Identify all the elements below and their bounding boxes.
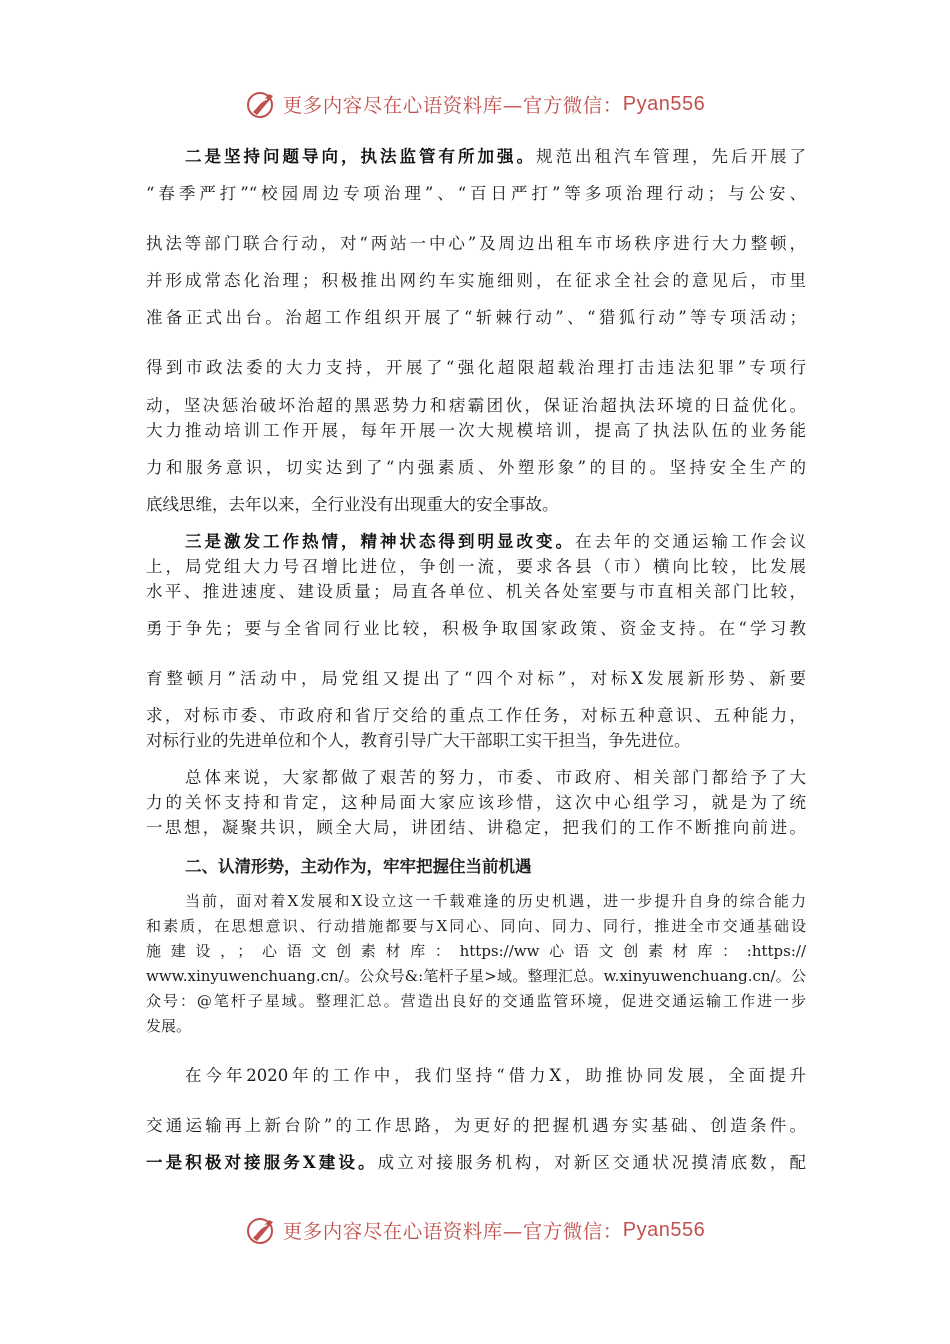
- para1-bold-lead: 二是坚持问题导向，执法监管有所加强。: [185, 147, 536, 166]
- banner-text: 更多内容尽在心语资料库—官方微信：: [282, 1220, 623, 1243]
- footer-banner: [0, 1212, 950, 1248]
- para4-line2: 和素质，在思想意识、行动措施都要与X同心、同向、同力、同行，推进全市交通基础设: [146, 917, 806, 935]
- para1-line3: 执法等部门联合行动，对“两站一中心”及周边出租车市场秩序进行大力整顿，: [146, 234, 806, 253]
- para3-line1: 总体来说，大家都做了艰苦的努力，市委、市政府、相关部门都给予了大: [185, 768, 806, 787]
- para3-line2: 力的关怀支持和肯定，这种局面大家应该珍惜，这次中心组学习，就是为了统: [146, 793, 806, 812]
- section-heading: 二、认清形势，主动作为，牢牢把握住当前机遇: [185, 857, 532, 876]
- para2-line7: 对标行业的先进单位和个人，教育引导广大干部职工实干担当，争先进位。: [146, 731, 691, 750]
- para3-line3: 一思想，凝聚共识，顾全大局，讲团结、讲稳定，把我们的工作不断推向前进。: [146, 818, 806, 837]
- para1-line1: 二是坚持问题导向，执法监管有所加强。规范出租汽车管理，先后开展了: [185, 147, 806, 166]
- para2-bold-lead: 三是激发工作热情，精神状态得到明显改变。: [185, 532, 575, 551]
- para1-line9: 力和服务意识，切实达到了“内强素质、外塑形象”的目的。坚持安全生产的: [146, 458, 806, 477]
- para1-line10: 底线思维，去年以来，全行业没有出现重大的安全事故。: [146, 495, 559, 514]
- para2-line5: 育整顿月”活动中，局党组又提出了“四个对标”，对标X发展新形势、新要: [146, 669, 806, 688]
- para1-line5: 准备正式出台。治超工作组织开展了“斩棘行动”、“猎狐行动”等专项活动；: [146, 308, 806, 327]
- para4-line3: 施建设，；心语文创素材库：https://ww心语文创素材库：:https://: [146, 942, 806, 960]
- para1-line6: 得到市政法委的大力支持，开展了“强化超限超载治理打击违法犯罪”专项行: [146, 358, 806, 377]
- pen-logo-icon: [245, 1213, 279, 1247]
- para4-line4: www.xinyuwenchuang.cn/。公众号&:笔杆子星>域。整理汇总。w.xinyuwenchuang.cn/。公: [146, 967, 806, 985]
- banner-text: 更多内容尽在心语资料库—官方微信：: [282, 94, 623, 117]
- para2-line2: 上，局党组大力号召增比进位，争创一流，要求各县（市）横向比较，比发展: [146, 557, 806, 576]
- para4-line6: 发展。: [146, 1017, 192, 1035]
- para5-line3: 一是积极对接服务X建设。成立对接服务机构，对新区交通状况摸清底数，配: [146, 1153, 806, 1172]
- banner-wechat: Pyan556: [622, 1218, 706, 1241]
- para4-line1: 当前，面对着X发展和X设立这一千载难逢的历史机遇，进一步提升自身的综合能力: [185, 892, 806, 910]
- para2-line3: 水平、推进速度、建设质量；局直各单位、机关各处室要与市直相关部门比较，: [146, 582, 806, 601]
- para1-line2: “春季严打”“校园周边专项治理”、“百日严打”等多项治理行动；与公安、: [146, 184, 806, 203]
- para5-line1: 在今年2020年的工作中，我们坚持“借力X，助推协同发展，全面提升: [185, 1066, 806, 1085]
- para2-line1: 三是激发工作热情，精神状态得到明显改变。在去年的交通运输工作会议: [185, 532, 806, 551]
- para1-line8: 大力推动培训工作开展，每年开展一次大规模培训，提高了执法队伍的业务能: [146, 421, 806, 440]
- para4-line5: 众号：@笔杆子星域。整理汇总。营造出良好的交通监管环境，促进交通运输工作进一步: [146, 992, 806, 1010]
- para2-line4: 勇于争先；要与全省同行业比较，积极争取国家政策、资金支持。在“学习教: [146, 619, 806, 638]
- para5-bold-lead: 一是积极对接服务X建设。: [146, 1153, 378, 1172]
- banner-wechat: Pyan556: [622, 92, 706, 115]
- para1-line7: 动，坚决惩治破坏治超的黑恶势力和痞霸团伙，保证治超执法环境的日益优化。: [146, 396, 806, 415]
- para1-line4: 并形成常态化治理；积极推出网约车实施细则，在征求全社会的意见后，市里: [146, 271, 806, 290]
- para2-line6: 求，对标市委、市政府和省厅交给的重点工作任务，对标五种意识、五种能力，: [146, 706, 806, 725]
- para5-line2: 交通运输再上新台阶”的工作思路，为更好的把握机遇夯实基础、创造条件。: [146, 1116, 806, 1135]
